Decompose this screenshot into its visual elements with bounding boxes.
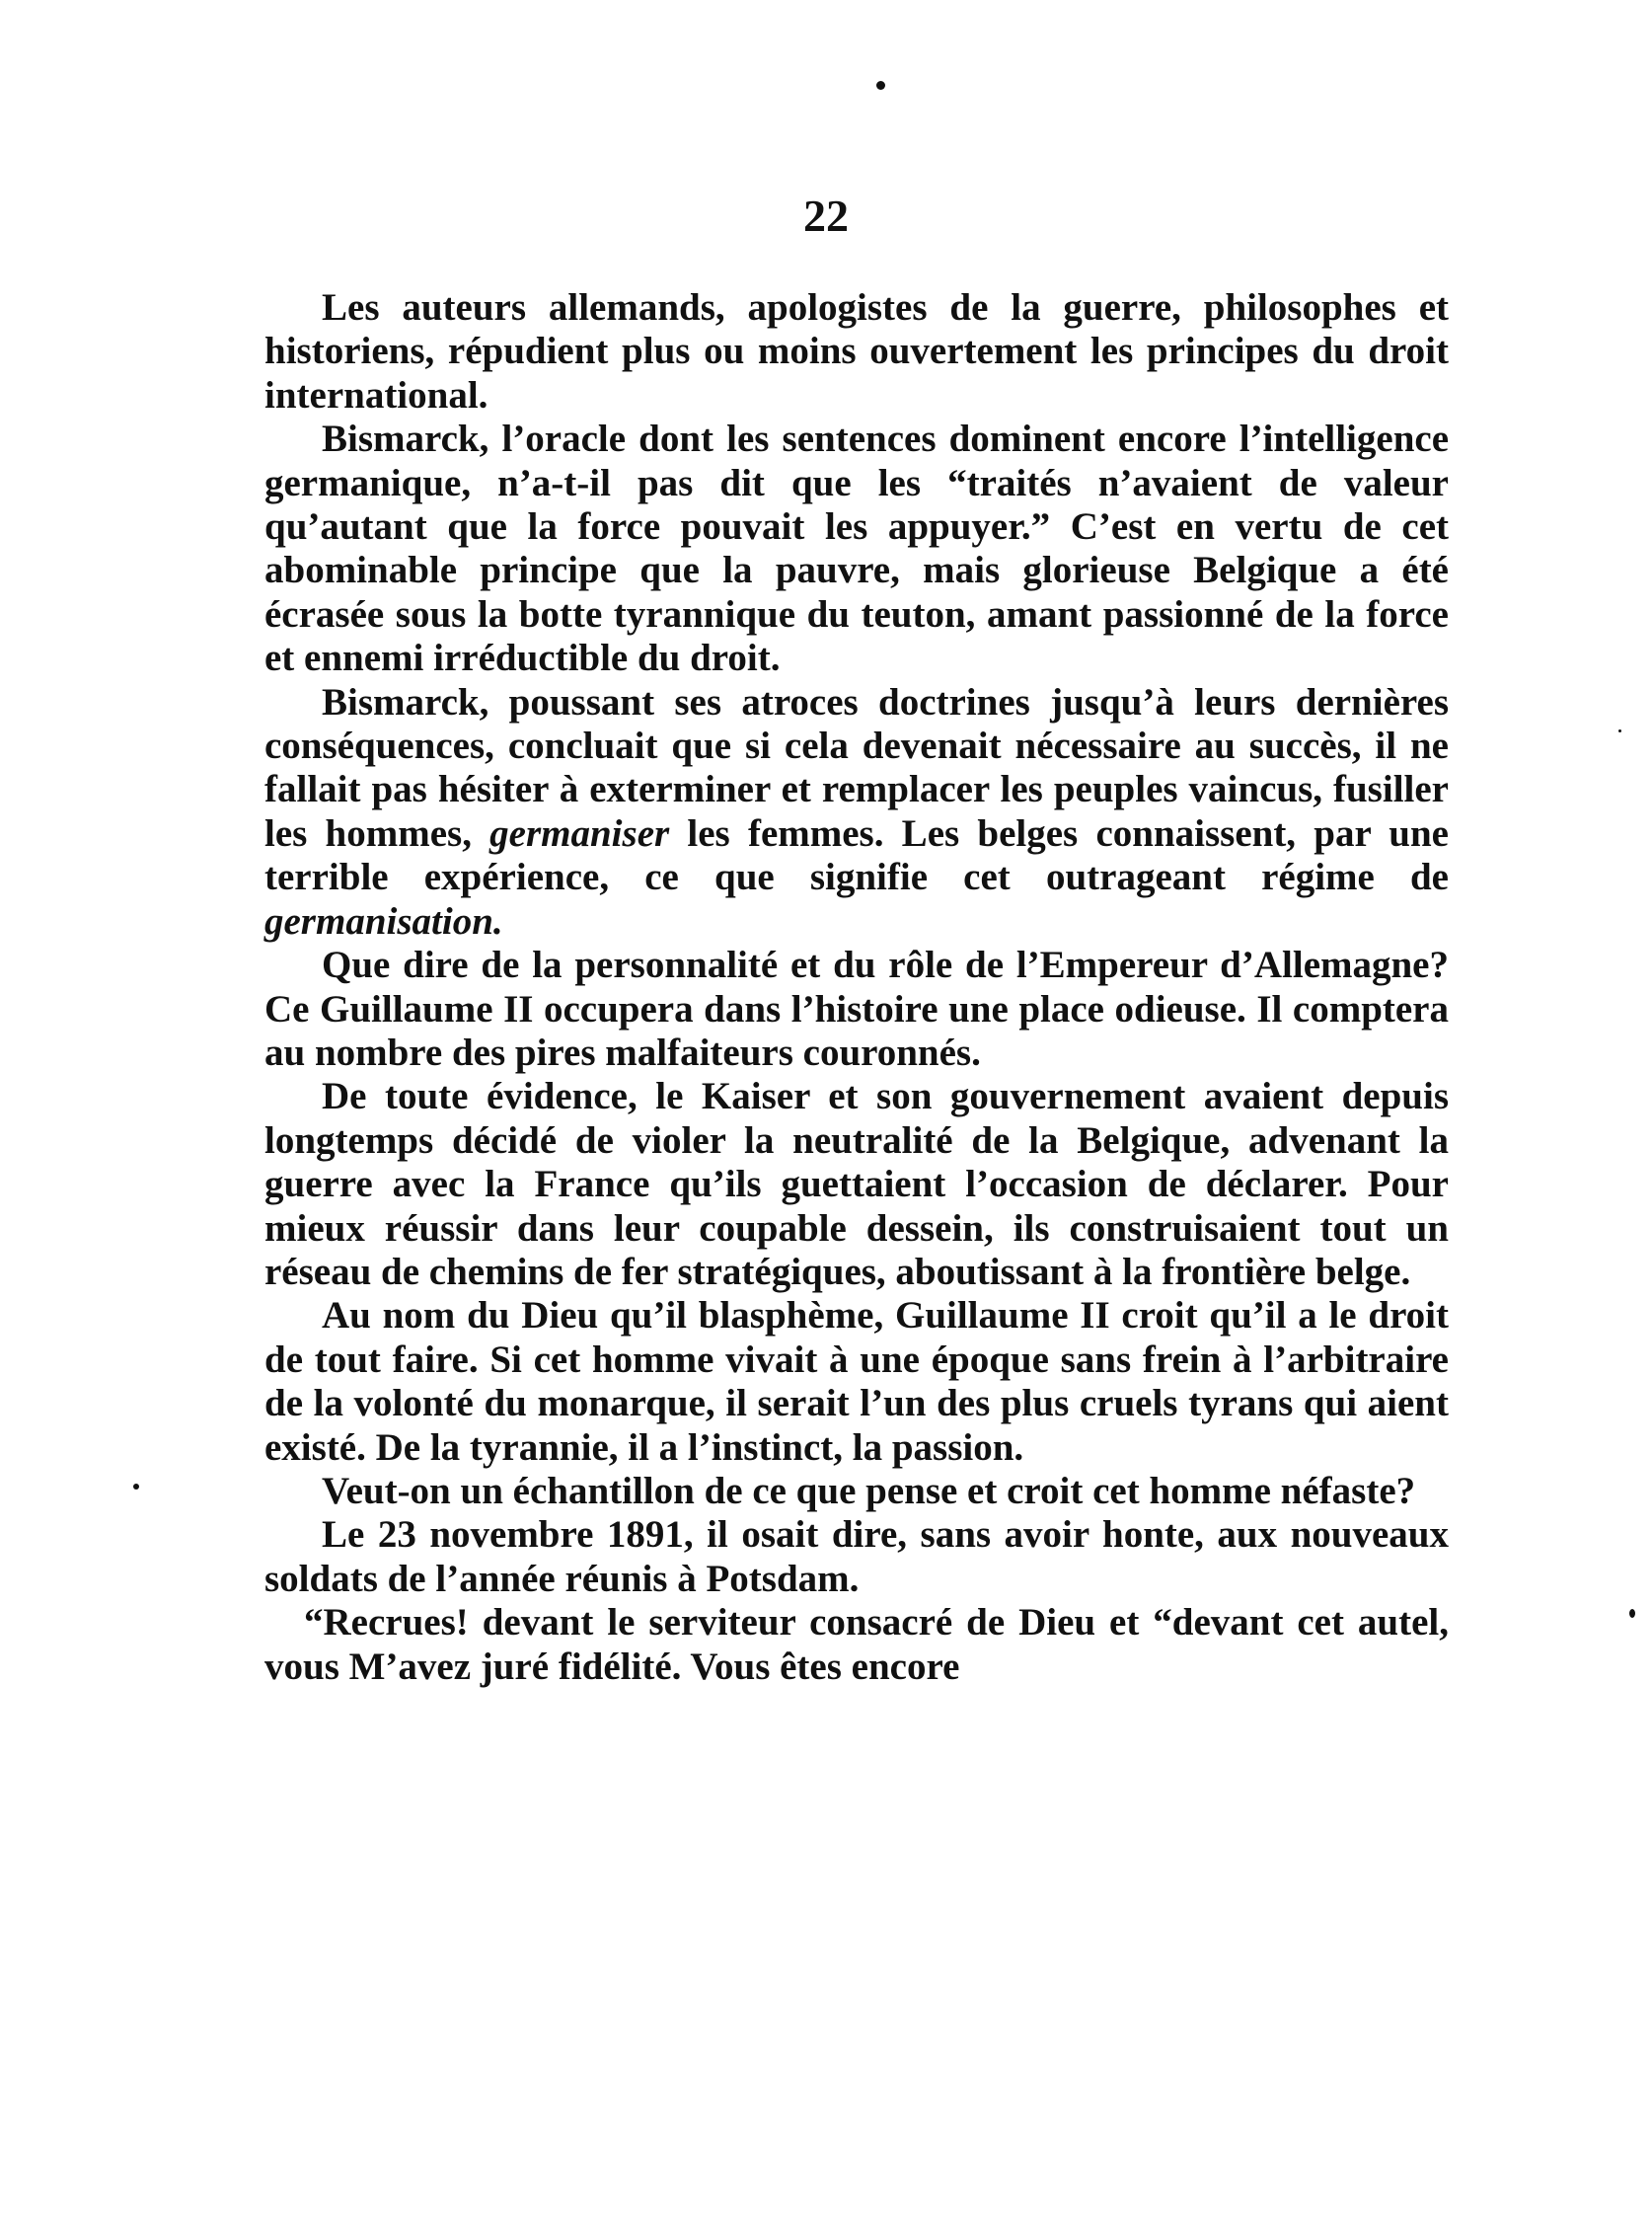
- paragraph: [264, 1470, 1449, 1513]
- paragraph: [264, 1513, 1449, 1601]
- paragraph-text: les femmes. Les belges connaissent, par une terrible expérience, ce que signifie cet outrageant régime de: [264, 811, 1449, 899]
- paragraph: [264, 418, 1449, 680]
- page-body-text: [264, 286, 1449, 1689]
- paragraph-text: Au nom du Dieu qu’il blasphème, Guillaume II croit qu’il a le droit de tout faire. Si cet homme vivait à une époque sans frein à l’arbitraire de la volonté du monarque, il serait l’un des plus cruels tyrans qui aient existé. De la tyrannie, il a l’instinct, la passion.: [264, 1294, 1449, 1469]
- paragraph-text: Les auteurs allemands, apologistes de la guerre, philosophes et historiens, répudient plus ou moins ouvertement les principes du droit international.: [264, 286, 1449, 417]
- paragraph-text: Bismarck, l’oracle dont les sentences dominent encore l’intelligence germanique, n’a-t-il pas dit que les “traités n’avaient de valeur qu’autant que la force pouvait les appuyer.” C’est en vertu de cet abominable principe que la pauvre, mais glorieuse Belgique a été écrasée sous la botte tyrannique du teuton, amant passionné de la force et ennemi irréductible du droit.: [264, 418, 1449, 680]
- paragraph-text: Que dire de la personnalité et du rôle de l’Empereur d’Allemagne? Ce Guillaume II occupera dans l’histoire une place odieuse. Il comptera au nombre des pires malfaiteurs couronnés.: [264, 944, 1449, 1074]
- italic-term: germanisation.: [264, 899, 503, 943]
- paragraph: [264, 944, 1449, 1075]
- paragraph: [264, 1075, 1449, 1294]
- paragraph-text: Le 23 novembre 1891, il osait dire, sans avoir honte, aux nouveaux soldats de l’année réunis à Potsdam.: [264, 1513, 1449, 1600]
- paragraph: [264, 1294, 1449, 1470]
- paragraph-text: De toute évidence, le Kaiser et son gouvernement avaient depuis longtemps décidé de violer la neutralité de la Belgique, advenant la guerre avec la France qu’ils guettaient l’occasion de déclarer. Pour mieux réussir dans leur coupable dessein, ils construisaient tout un réseau de chemins de fer stratégiques, aboutissant à la frontière belge.: [264, 1075, 1449, 1293]
- page-number: 22: [803, 191, 849, 241]
- paragraph: [264, 1601, 1449, 1689]
- paragraph: [264, 286, 1449, 418]
- italic-term: germaniser: [489, 811, 670, 855]
- paragraph-text: “Recrues! devant le serviteur consacré de Dieu et “devant cet autel, vous M’avez juré fidélité. Vous êtes encore: [264, 1601, 1449, 1688]
- ink-speck: [133, 1484, 139, 1490]
- paragraph: [264, 681, 1449, 944]
- ink-speck: [1618, 729, 1621, 732]
- paragraph-text: Bismarck, poussant ses atroces doctrines jusqu’à leurs dernières conséquences, concluait que si cela devenait nécessaire au succès, il ne fallait pas hésiter à exterminer et remplacer les peuples vaincus, fusiller les hommes,: [264, 680, 1449, 855]
- paragraph-text: Veut-on un échantillon de ce que pense et croit cet homme néfaste?: [322, 1469, 1416, 1512]
- ink-speck: [876, 81, 885, 90]
- ink-speck: [1629, 1609, 1635, 1618]
